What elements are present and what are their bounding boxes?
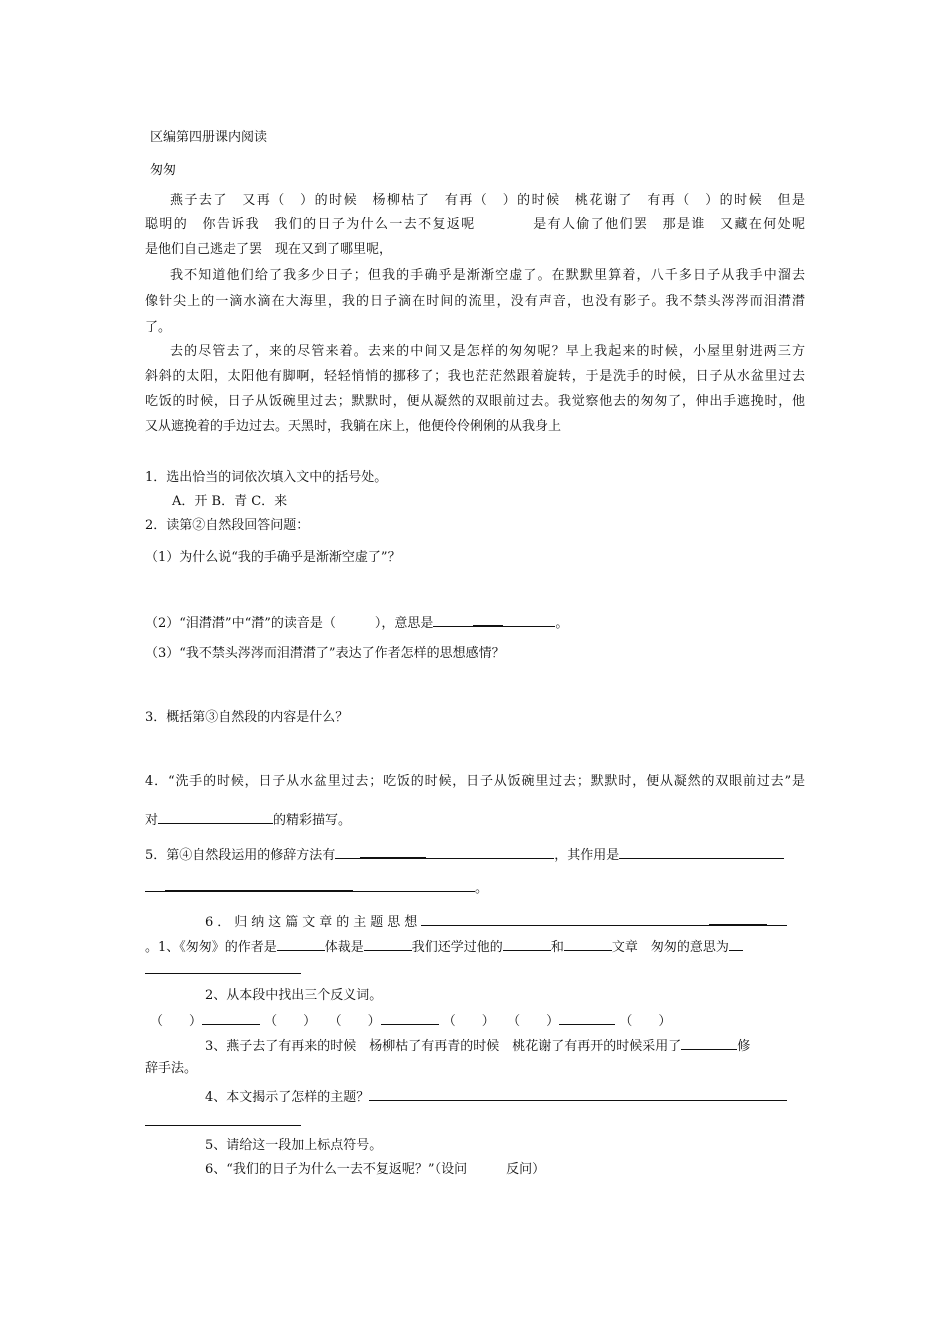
answer-blank[interactable] (681, 1037, 737, 1050)
answer-blank[interactable] (145, 1113, 301, 1126)
exercise-6: 6、“我们的日子为什么一去不复返呢？”（设问 反问） (205, 1162, 546, 1177)
answer-blank[interactable] (158, 811, 273, 824)
answer-blank[interactable] (165, 878, 353, 892)
question-6 (205, 912, 787, 931)
answer-blank[interactable] (426, 846, 554, 859)
question-6-text: 6．归纳这篇文章的主题思想 (205, 915, 422, 930)
passage-p1-line3: 是他们自己逃走了罢 现在又到了哪里呢， (145, 242, 393, 257)
question-1-options: A．开 B．青 C．来 (172, 494, 288, 509)
answer-blank[interactable] (353, 879, 475, 892)
answer-blank[interactable] (503, 614, 555, 627)
question-2: 2．读第②自然段回答问题： (145, 518, 310, 533)
passage-p2-line2: 像针尖上的一滴水滴在大海里，我的日子滴在时间的流里，没有声音，也没有影子。我不禁头涔涔而泪潸潸 (145, 294, 805, 309)
answer-blank[interactable] (421, 913, 709, 926)
answer-blank[interactable] (503, 938, 551, 951)
answer-blank[interactable] (364, 938, 412, 951)
question-4-line1: 4．“洗手的时候，日子从水盆里过去；吃饭的时候，日子从饭碗里过去；默默时，便从凝然的双眼前过去”是 (145, 774, 805, 789)
question-2-3: （3）“我不禁头涔涔而泪潸潸了”表达了作者怎样的思想感情？ (145, 646, 505, 661)
question-5-line2 (145, 878, 488, 897)
exercise-1-c: 我们还学过他的 (411, 940, 503, 955)
paren-blank[interactable]: （ ） (328, 1014, 381, 1029)
answer-blank[interactable] (619, 846, 784, 859)
question-5-a: 5．第④自然段运用的修辞方法有 (145, 848, 336, 863)
answer-blank[interactable] (360, 845, 426, 859)
article-title: 匆匆 (150, 163, 177, 178)
answer-blank[interactable] (433, 614, 473, 627)
answer-blank[interactable] (381, 1012, 439, 1025)
question-1: 1．选出恰当的词依次填入文中的括号处。 (145, 470, 388, 485)
exercise-3 (205, 1037, 750, 1055)
answer-blank[interactable] (709, 912, 767, 926)
question-4-a: 对 (145, 813, 159, 828)
exercise-2: 2、从本段中找出三个反义词。 (205, 988, 383, 1003)
paren-blank[interactable]: （ ） (507, 1014, 560, 1029)
question-2-2-end: 。 (555, 616, 569, 631)
worksheet-title: 区编第四册课内阅读 (150, 130, 268, 145)
passage-p3-line2: 斜斜的太阳，太阳他有脚啊，轻轻悄悄的挪移了；我也茫茫然跟着旋转，于是洗手的时候，日子从水盆里过去 (145, 369, 805, 384)
answer-blank[interactable] (145, 961, 301, 974)
answer-blank[interactable] (335, 846, 360, 859)
question-5-line1 (145, 845, 784, 864)
answer-blank[interactable] (369, 1088, 787, 1101)
exercise-1-b: 体裁是 (324, 940, 364, 955)
exercise-1-line2 (145, 961, 301, 979)
answer-blank[interactable] (277, 938, 325, 951)
answer-blank[interactable] (145, 879, 165, 892)
passage-p2-line1: 我不知道他们给了我多少日子；但我的手确乎是渐渐空虚了。在默默里算着，八千多日子从我手中溜去 (170, 268, 805, 283)
answer-blank[interactable] (473, 613, 503, 627)
exercise-3-a: 3、燕子去了有再来的时候 杨柳枯了有再青的时候 桃花谢了有再开的时候采用了 (205, 1039, 682, 1054)
exercise-4-line2 (145, 1113, 301, 1131)
question-5-end: 。 (475, 881, 489, 896)
paren-blank[interactable]: （ ） (619, 1014, 672, 1029)
exercise-1-e: 文章 匆匆的意思为 (611, 940, 729, 955)
question-3: 3．概括第③自然段的内容是什么？ (145, 710, 349, 725)
passage-p3-line1: 去的尽管去了，来的尽管来着。去来的中间又是怎样的匆匆呢？早上我起来的时候，小屋里射进两三方 (170, 344, 805, 359)
passage-p1-line1: 燕子去了 又再（ ）的时候 杨柳枯了 有再（ ）的时候 桃花谢了 有再（ ）的时候 但是 (170, 193, 805, 208)
answer-blank[interactable] (564, 938, 612, 951)
passage-p2-line3: 了。 (145, 320, 172, 335)
answer-blank[interactable] (559, 1012, 615, 1025)
question-4-b: 的精彩描写。 (273, 813, 352, 828)
exercise-4-text: 4、本文揭示了怎样的主题？ (205, 1090, 370, 1105)
passage-p3-line3: 吃饭的时候，日子从饭碗里过去；默默时，便从凝然的双眼前过去。我觉察他去的匆匆了，伸出手遮挽时，他 (145, 394, 805, 409)
answer-blank[interactable] (767, 913, 787, 926)
paren-blank[interactable]: （ ） (442, 1014, 495, 1029)
question-2-2 (145, 613, 568, 632)
exercise-1 (145, 938, 743, 956)
passage-p3-line4: 又从遮挽着的手边过去。天黑时，我躺在床上，他便伶伶俐俐的从我身上 (145, 419, 562, 434)
exercise-1-a: 。1、《匆匆》的作者是 (145, 940, 277, 955)
paren-blank[interactable]: （ ） (150, 1014, 203, 1029)
paren-blank[interactable]: （ ） (264, 1014, 317, 1029)
question-4-line2 (145, 811, 351, 829)
passage-p1-line2: 聪明的 你告诉我 我们的日子为什么一去不复返呢 是有人偷了他们罢 那是谁 又藏在何处呢 (145, 217, 805, 232)
question-2-1: （1）为什么说“我的手确乎是渐渐空虚了”？ (145, 550, 401, 565)
answer-blank[interactable] (202, 1012, 260, 1025)
exercise-3-b: 修 (737, 1039, 751, 1054)
exercise-4 (205, 1088, 787, 1106)
exercise-2-pairs (150, 1012, 671, 1030)
exercise-3-line2: 辞手法。 (145, 1061, 198, 1076)
exercise-1-d: 和 (550, 940, 564, 955)
question-2-2-text: （2）“泪潸潸”中“潸”的读音是（ ），意思是 (145, 616, 434, 631)
answer-blank[interactable] (729, 938, 743, 951)
question-5-b: ，其作用是 (554, 848, 620, 863)
exercise-5: 5、请给这一段加上标点符号。 (205, 1138, 383, 1153)
